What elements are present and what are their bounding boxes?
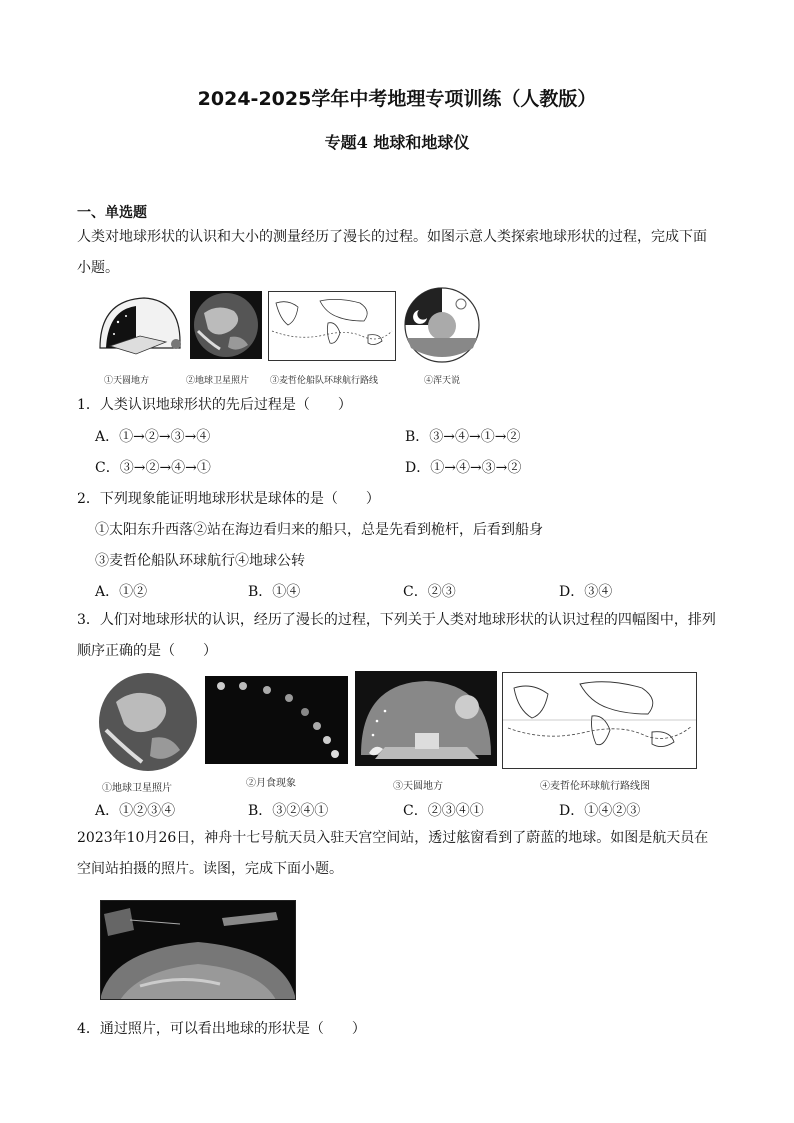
page-title: 2024-2025学年中考地理专项训练（人教版） — [197, 88, 597, 110]
fig1-caption-2: ②地球卫星照片 — [186, 376, 250, 386]
fig3-caption-2: ②月食现象 — [246, 778, 296, 789]
q1-option-c: C．③→②→④→① — [95, 460, 211, 476]
q3-stem: 3．人们对地球形状的认识，经历了漫长的过程，下列关于人类对地球形状的认识过程的四幅图中，排列顺序正确的是（ ） — [77, 612, 716, 659]
q2-stem: 2．下列现象能证明地球形状是球体的是（ ） — [77, 491, 380, 507]
q1-option-a: A．①→②→③→④ — [95, 429, 211, 445]
fig3-caption-1: ①地球卫星照片 — [102, 783, 172, 794]
fig1-celestial-sphere-theory — [403, 286, 481, 364]
intro-paragraph-1: 人类对地球形状的认识和大小的测量经历了漫长的过程。如图示意人类探索地球形状的过程，完成下面小题。 — [77, 229, 707, 276]
q2-statement-1: ①太阳东升西落②站在海边看归来的船只，总是先看到桅杆，后看到船身 — [95, 522, 543, 538]
q1-stem: 1．人类认识地球形状的先后过程是（ ） — [77, 397, 352, 413]
space-station-earth-photo — [100, 900, 296, 1000]
fig1-caption-3: ③麦哲伦船队环球航行路线 — [270, 376, 379, 386]
fig3-caption-4: ④麦哲伦环球航行路线图 — [540, 781, 650, 792]
fig1-satellite-earth-photo — [190, 291, 262, 359]
intro-paragraph-2: 2023年10月26日，神舟十七号航天员入驻天宫空间站，透过舷窗看到了蔚蓝的地球。如图是航天员在空间站拍摄的照片。读图，完成下面小题。 — [77, 830, 709, 877]
page-subtitle: 专题4 地球和地球仪 — [324, 133, 470, 152]
fig3-magellan-route-map — [502, 672, 697, 769]
fig3-lunar-eclipse-sequence — [205, 676, 348, 764]
q2-option-d: D．③④ — [559, 584, 613, 600]
fig3-heaven-round-earth-square — [355, 671, 497, 766]
fig1-heaven-round-earth-square — [96, 292, 184, 362]
fig3-satellite-earth-photo — [96, 672, 200, 772]
fig1-caption-1: ①天圆地方 — [104, 376, 150, 386]
q3-option-d: D．①④②③ — [559, 803, 641, 819]
q2-option-b: B．①④ — [248, 584, 301, 600]
section-heading: 一、单选题 — [77, 205, 147, 221]
q2-option-a: A．①② — [95, 584, 148, 600]
q1-option-d: D．①→④→③→② — [405, 460, 522, 476]
q4-stem: 4．通过照片，可以看出地球的形状是（ ） — [77, 1021, 366, 1037]
q3-option-a: A．①②③④ — [95, 803, 176, 819]
q2-option-c: C．②③ — [403, 584, 456, 600]
q1-option-b: B．③→④→①→② — [405, 429, 521, 445]
q2-statement-2: ③麦哲伦船队环球航行④地球公转 — [95, 553, 305, 569]
fig1-caption-4: ④浑天说 — [424, 376, 461, 386]
fig1-magellan-route-map — [268, 291, 396, 361]
fig3-caption-3: ③天圆地方 — [393, 781, 443, 792]
q3-option-b: B．③②④① — [248, 803, 329, 819]
q3-option-c: C．②③④① — [403, 803, 484, 819]
